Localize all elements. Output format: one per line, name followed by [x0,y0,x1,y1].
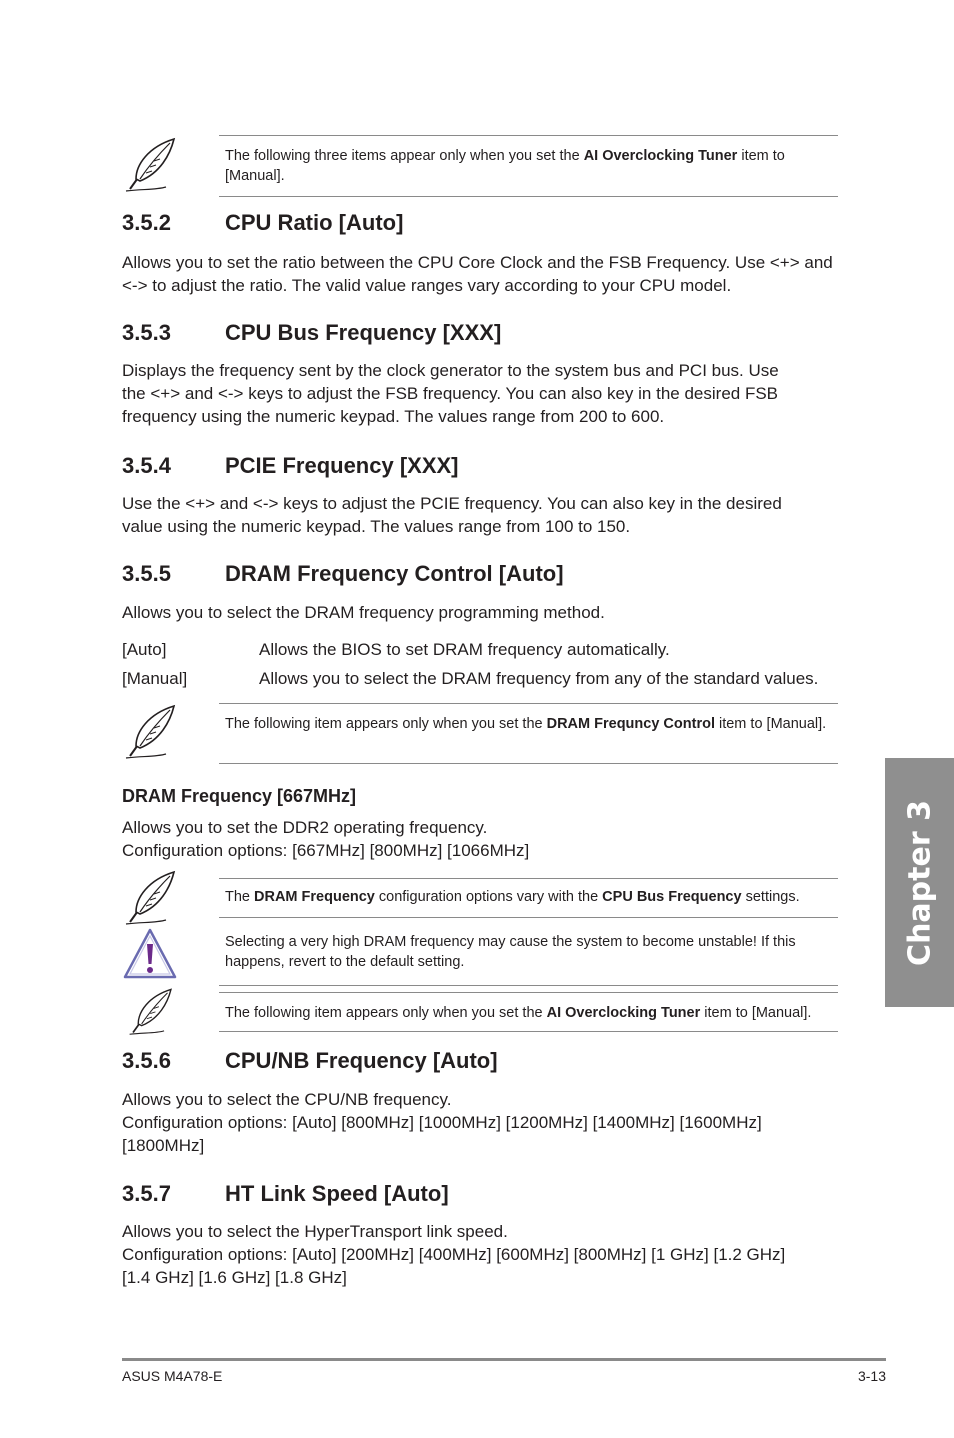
warning-dram [122,922,838,986]
warning-box: Selecting a very high DRAM frequency may cause the system to become unstable! If this happens, revert to the default setting. [219,922,838,986]
body-3-5-7-line2: Configuration options: [Auto] [200MHz] [400MHz] [600MHz] [800MHz] [1 GHz] [1.2 GHz] [1.4 GHz] [1.6 GHz] [1.8 GHz] [122,1245,786,1287]
option-auto: [Auto] Allows the BIOS to set DRAM frequency automatically. [122,640,670,659]
body-3-5-5: Allows you to select the DRAM frequency programming method. [122,603,605,622]
note-dram-options [122,868,838,924]
heading-dram-frequency: DRAM Frequency [667MHz] [122,786,357,806]
footer-page-number: 3-13 [857,1368,886,1384]
body-dram-line2: Configuration options: [667MHz] [800MHz] [1066MHz] [122,841,530,860]
note-box: The following item appears only when you set the AI Overclocking Tuner item to [Manual]. [219,992,838,1032]
note-dram-control [122,700,838,766]
heading-3-5-7: 3.5.7 HT Link Speed [Auto] [122,1181,449,1206]
note-ai-overclocking-2 [122,986,838,1034]
heading-3-5-4: 3.5.4 PCIE Frequency [XXX] [122,453,459,478]
feather-pen-icon [122,702,182,760]
body-3-5-6-line1: Allows you to select the CPU/NB frequency. [122,1090,452,1109]
feather-pen-icon [122,868,182,926]
warning-triangle-icon [122,926,178,982]
feather-pen-icon [122,986,182,1036]
heading-3-5-2: 3.5.2 CPU Ratio [Auto] [122,210,404,235]
heading-3-5-5: 3.5.5 DRAM Frequency Control [Auto] [122,561,564,586]
option-manual: [Manual] Allows you to select the DRAM frequency from any of the standard values. [122,669,819,688]
heading-3-5-6: 3.5.6 CPU/NB Frequency [Auto] [122,1048,498,1073]
body-3-5-2: Allows you to set the ratio between the CPU Core Clock and the FSB Frequency. Use <+> and <-> to adjust the ratio. The valid value ranges vary according to your CPU model. [122,253,833,295]
footer-product: ASUS M4A78-E [122,1368,223,1384]
note-box: The following three items appear only when you set the AI Overclocking Tuner item to [Manual]. [219,135,838,197]
note-box: The following item appears only when you set the DRAM Frequncy Control item to [Manual]. [219,703,838,764]
footer-divider [122,1358,886,1361]
chapter-tab: Chapter 3 [885,758,954,1007]
body-3-5-3: Displays the frequency sent by the clock generator to the system bus and PCI bus. Use the <+> and <-> keys to adjust the FSB frequency. You can also key in the desired FSB frequency using the numeric keypad. The values range from 200 to 600. [122,361,779,426]
heading-3-5-3: 3.5.3 CPU Bus Frequency [XXX] [122,320,502,345]
note-ai-overclocking [122,133,838,197]
feather-pen-icon [122,135,182,193]
body-3-5-7-line1: Allows you to select the HyperTransport link speed. [122,1222,508,1241]
body-dram-line1: Allows you to set the DDR2 operating frequency. [122,818,488,837]
body-3-5-6-line2: Configuration options: [Auto] [800MHz] [1000MHz] [1200MHz] [1400MHz] [1600MHz] [1800MHz] [122,1113,762,1155]
note-box: The DRAM Frequency configuration options vary with the CPU Bus Frequency settings. [219,878,838,918]
body-3-5-4: Use the <+> and <-> keys to adjust the PCIE frequency. You can also key in the desired value using the numeric keypad. The values range from 100 to 150. [122,494,782,536]
